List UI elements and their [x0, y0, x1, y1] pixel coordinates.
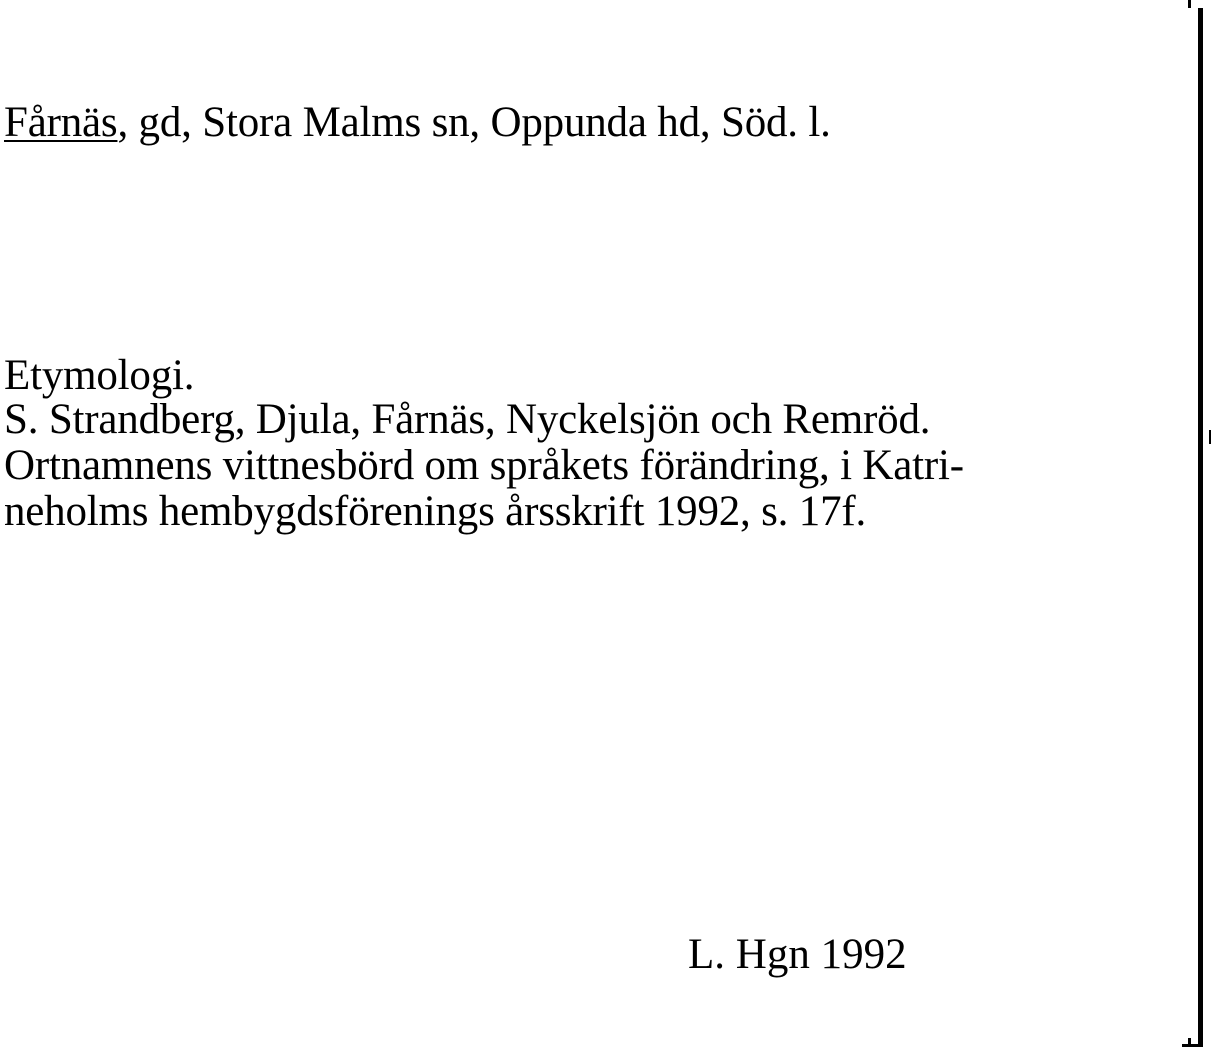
reference-line: S. Strandberg, Djula, Fårnäs, Nyckelsjön och Remröd. — [4, 396, 931, 443]
entry-location: , gd, Stora Malms sn, Oppunda hd, Söd. l. — [117, 99, 831, 146]
etymology-label: Etymologi. — [4, 352, 195, 399]
card-edge-tick — [1188, 0, 1191, 8]
card-edge — [1198, 8, 1203, 1044]
entry-heading — [4, 100, 831, 146]
signature: L. Hgn 1992 — [688, 931, 907, 978]
card-edge-mark — [1209, 430, 1211, 444]
reference-line: Ortnamnens vittnesbörd om språkets förändring, i Katri- — [4, 442, 964, 489]
entry-headword: Fårnäs — [4, 99, 118, 146]
card-edge-foot — [1182, 1044, 1203, 1047]
reference-line: neholms hembygdsförenings årsskrift 1992, s. 17f. — [4, 488, 867, 535]
